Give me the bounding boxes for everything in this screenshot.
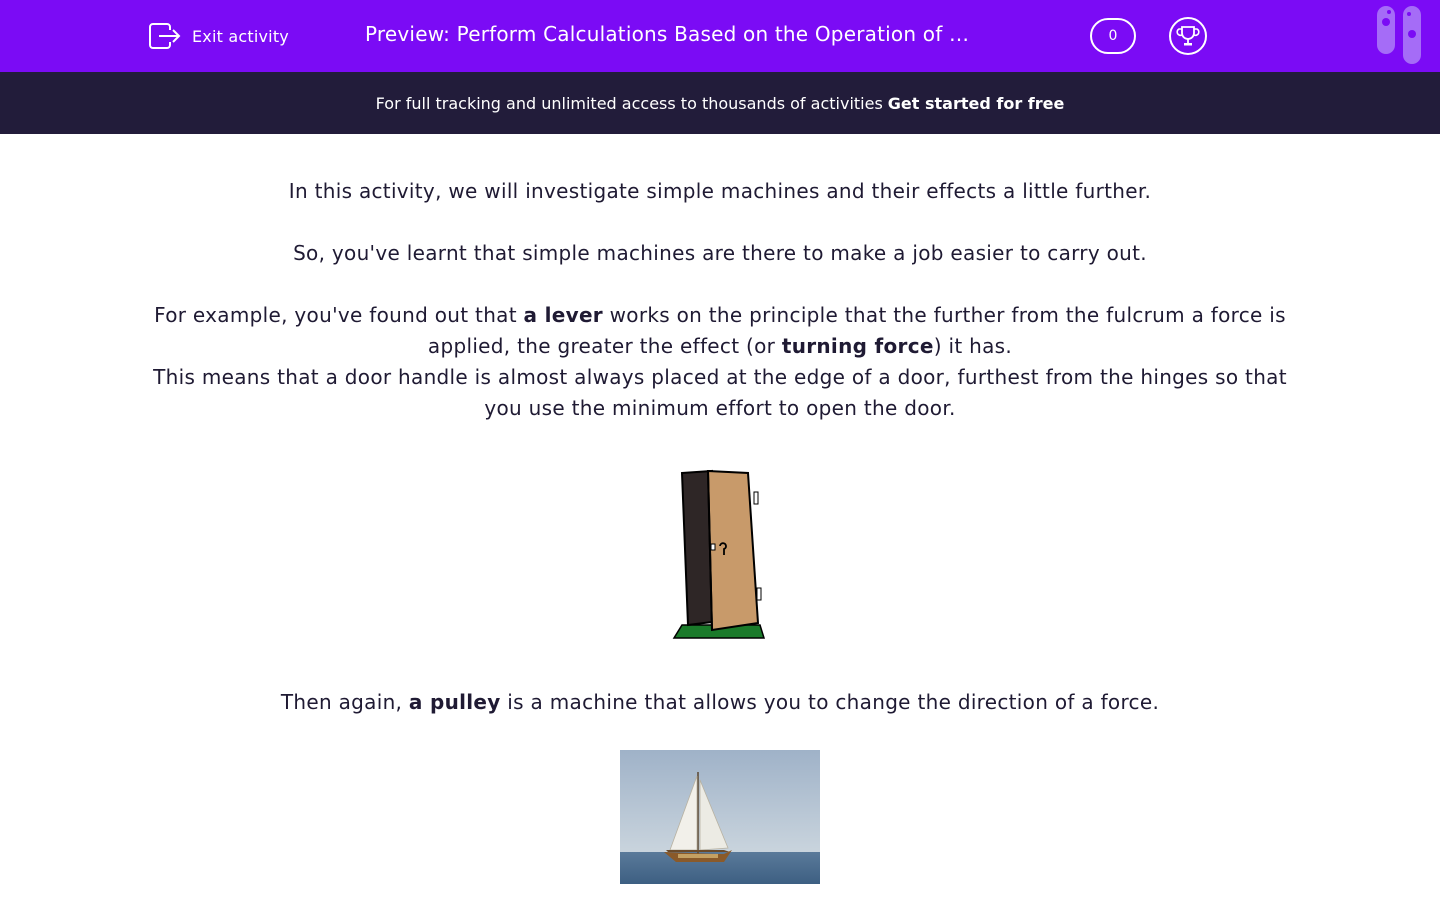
lever-paragraph bbox=[150, 300, 1290, 362]
get-started-link[interactable]: Get started for free bbox=[887, 93, 1065, 113]
logo-icon bbox=[1374, 4, 1424, 66]
door-paragraph: This means that a door handle is almost always placed at the edge of a door, furthest from the hinges so that you use the minimum effort to open the door. bbox=[153, 365, 1287, 420]
exit-activity-button[interactable] bbox=[148, 20, 289, 52]
pulley-term: a pulley bbox=[408, 690, 501, 714]
page-title: Preview: Perform Calculations Based on the Operation of … bbox=[365, 22, 970, 46]
pulley-paragraph bbox=[150, 687, 1290, 718]
trophy-icon bbox=[1176, 24, 1200, 48]
promo-banner bbox=[0, 72, 1440, 134]
turning-force-term: turning force bbox=[781, 334, 934, 358]
lever-term: a lever bbox=[523, 303, 603, 327]
sailboat-photo bbox=[620, 750, 820, 884]
lever-text-post: ) it has. bbox=[933, 334, 1013, 358]
activity-content bbox=[150, 176, 1290, 424]
exit-activity-label: Exit activity bbox=[192, 26, 289, 46]
exit-icon bbox=[148, 21, 182, 51]
intro-paragraph: In this activity, we will investigate simple machines and their effects a little further. bbox=[288, 179, 1152, 203]
lever-text-pre: For example, you've found out that bbox=[154, 303, 524, 327]
pulley-text-post: is a machine that allows you to change the direction of a force. bbox=[500, 690, 1160, 714]
trophy-button[interactable] bbox=[1169, 17, 1207, 55]
pulley-text-pre: Then again, bbox=[280, 690, 409, 714]
door-illustration bbox=[668, 462, 772, 644]
top-bar bbox=[0, 0, 1440, 72]
promo-text: For full tracking and unlimited access to thousands of activities bbox=[375, 93, 883, 113]
score-badge: 0 bbox=[1090, 18, 1136, 54]
lever-text-mid: works on the principle that the further from the fulcrum a force is applied, the greater the effect (or bbox=[427, 303, 1286, 358]
learnt-paragraph: So, you've learnt that simple machines are there to make a job easier to carry out. bbox=[293, 241, 1147, 265]
